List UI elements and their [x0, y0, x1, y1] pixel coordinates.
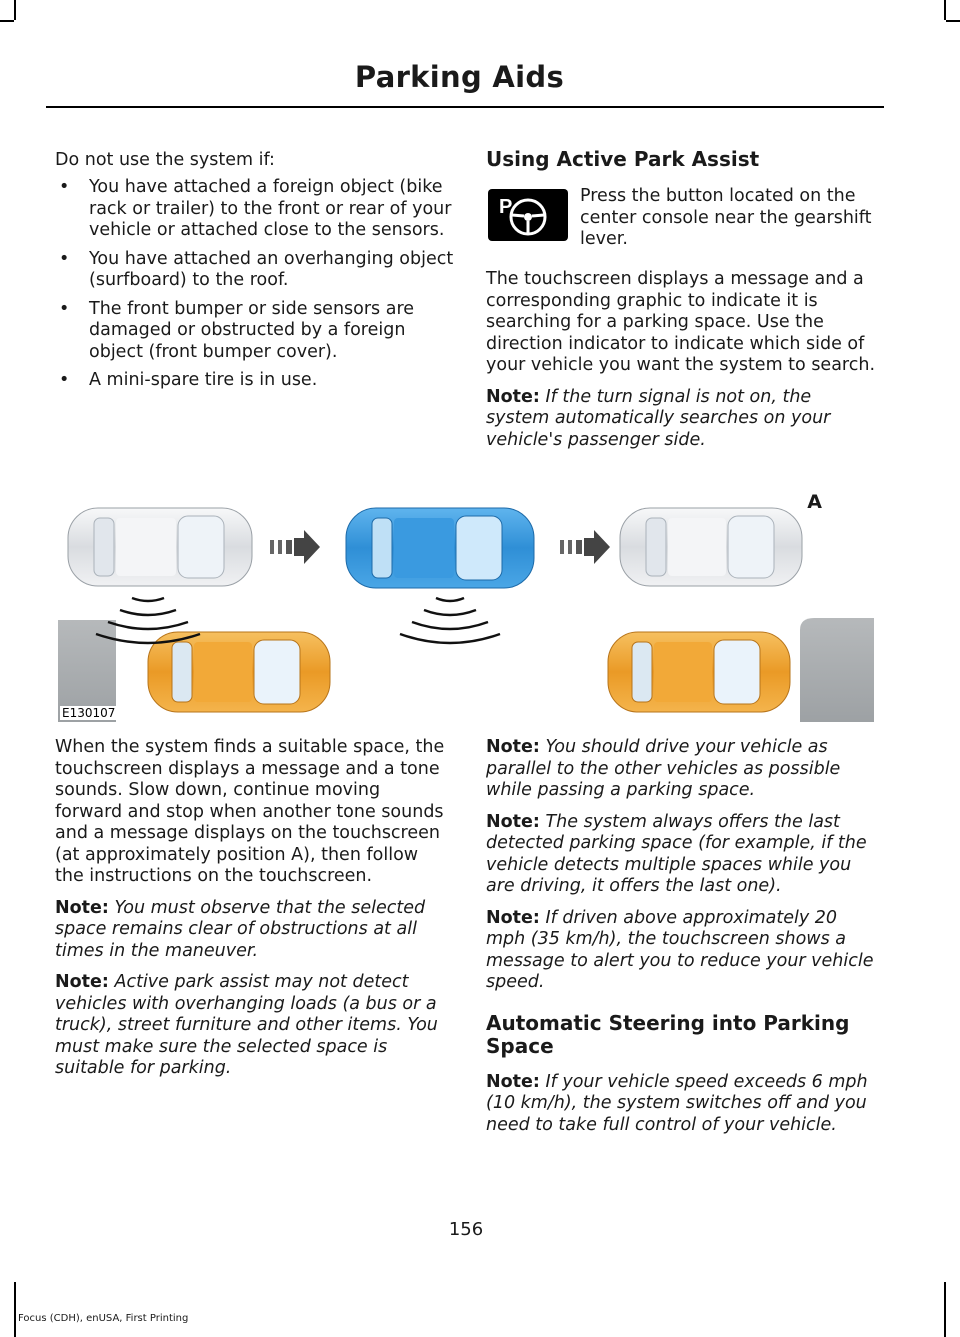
- note-label: Note:: [486, 811, 540, 832]
- section-heading: Automatic Steering into Parking Space: [486, 1010, 850, 1058]
- section-heading: Using Active Park Assist: [486, 147, 760, 171]
- note-label: Note:: [55, 897, 109, 918]
- note-text: The system always offers the last detected parking space (for example, if the vehicle detects multiple spaces while you are driving, it offers the last one).: [486, 811, 867, 896]
- bullet-text: A mini-spare tire is in use.: [89, 370, 318, 390]
- body-paragraph: The touchscreen displays a message and a corresponding graphic to indicate it is searching for a parking space. Use the direction indicator to indicate which side of your vehicle you want the system to search.: [486, 269, 876, 375]
- crop-mark: [946, 20, 960, 22]
- position-a-label: A: [807, 491, 822, 513]
- note-label: Note:: [486, 907, 540, 928]
- note-text: If the turn signal is not on, the system automatically searches on your vehicle's passenger side.: [486, 386, 831, 450]
- park-assist-illustration: [58, 488, 874, 722]
- note-label: Note:: [486, 386, 540, 407]
- list-item: • You have attached a foreign object (bike rack or trailer) to the front or rear of your vehicle or attached close to the sensors.: [59, 177, 452, 240]
- bullet-list: [55, 177, 455, 399]
- list-item: • A mini-spare tire is in use.: [59, 370, 318, 390]
- crop-mark: [14, 1282, 16, 1337]
- note-paragraph: [486, 387, 879, 452]
- park-assist-steering-wheel-icon: [488, 189, 568, 241]
- publication-info: Focus (CDH), enUSA, First Printing: [18, 1313, 189, 1324]
- bullet-text: You have attached a foreign object (bike rack or trailer) to the front or rear of your vehicle or attached close to the sensors.: [89, 177, 452, 240]
- right-bottom-column: [486, 737, 879, 1146]
- figure-code: E130107: [62, 706, 116, 720]
- page-number: 156: [448, 1219, 484, 1240]
- note-label: Note:: [486, 737, 540, 757]
- note-text: Active park assist may not detect vehicles with overhanging loads (a bus or a truck), street furniture and other items. You must make sure the selected space is suitable for parking.: [55, 972, 438, 1078]
- note-text: If driven above approximately 20 mph (35 km/h), the touchscreen shows a message to alert you to reduce your vehicle speed.: [486, 907, 874, 992]
- parked-car-white: [68, 508, 252, 586]
- press-button-text: Press the button located on the center console near the gearshift lever.: [580, 186, 872, 249]
- header-divider: [46, 106, 884, 108]
- left-bottom-column: [55, 737, 448, 1090]
- intro-text: Do not use the system if:: [55, 150, 275, 170]
- note-text: You must observe that the selected space remains clear of obstructions at all times in the maneuver.: [55, 897, 426, 961]
- parked-car-orange: [608, 632, 790, 712]
- list-item: • The front bumper or side sensors are damaged or obstructed by a foreign object (front bumper cover).: [59, 298, 415, 362]
- crop-mark: [944, 0, 946, 20]
- note-paragraph: [486, 908, 879, 994]
- right-top-body: [486, 269, 879, 461]
- note-label: Note:: [486, 1071, 540, 1092]
- note-paragraph: [55, 898, 448, 963]
- crop-mark: [0, 20, 14, 22]
- parked-car-white: [620, 508, 802, 586]
- body-paragraph: When the system finds a suitable space, the touchscreen displays a message and a tone sounds. Slow down, continue moving forward and stop when another tone sounds and a message displays on the touchscreen (at approximately position A), then follow the instructions on the touchscreen.: [55, 737, 445, 886]
- bullet-text: The front bumper or side sensors are damaged or obstructed by a foreign object (front bumper cover).: [89, 298, 415, 362]
- svg-text:P: P: [499, 196, 513, 218]
- note-paragraph: [486, 737, 879, 802]
- right-top-column: [486, 148, 879, 171]
- note-text: You should drive your vehicle as parallel to the other vehicles as possible while passing a parking space.: [486, 737, 841, 800]
- note-label: Note:: [55, 972, 109, 992]
- parked-car-orange: [148, 632, 330, 712]
- note-text: If your vehicle speed exceeds 6 mph (10 km/h), the system switches off and you need to take full control of your vehicle.: [486, 1071, 868, 1135]
- list-item: • You have attached an overhanging object (surfboard) to the roof.: [59, 248, 454, 290]
- searching-vehicle-blue: [346, 508, 534, 588]
- note-paragraph: [55, 972, 448, 1080]
- crop-mark: [14, 0, 16, 20]
- page-title: Parking Aids: [354, 60, 564, 94]
- park-assist-figure: [58, 488, 874, 722]
- note-paragraph: [486, 1072, 879, 1137]
- note-paragraph: [486, 812, 879, 898]
- bullet-text: You have attached an overhanging object (surfboard) to the roof.: [89, 248, 454, 290]
- crop-mark: [944, 1282, 946, 1337]
